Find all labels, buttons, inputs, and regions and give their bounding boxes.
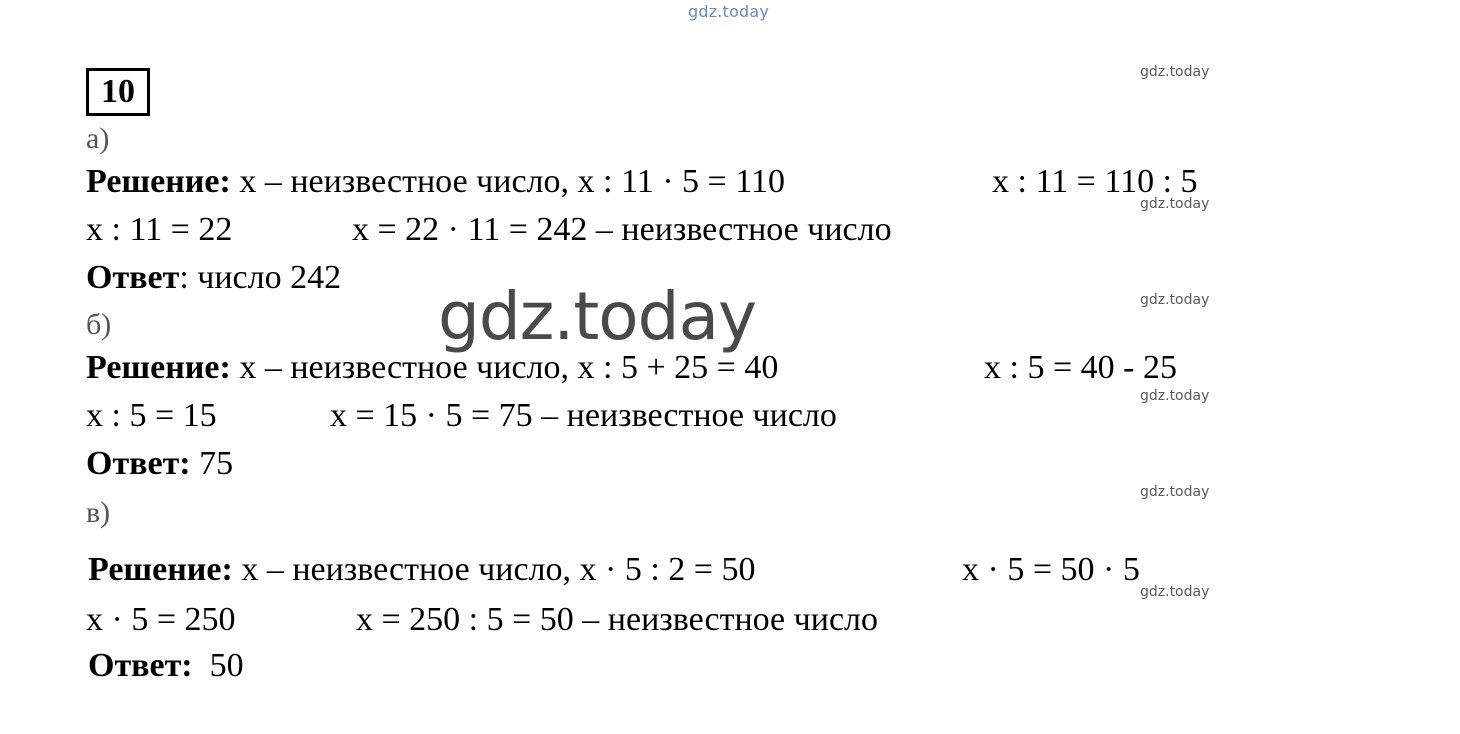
answer-text: : число 242: [179, 259, 342, 296]
watermark-top: gdz.today: [688, 2, 770, 21]
answer-word: Ответ: [86, 259, 180, 296]
solution-word: Решение:: [88, 551, 233, 588]
solution-text: x – неизвестное число, x · 5 : 2 = 50: [232, 551, 756, 588]
part-b-answer: [86, 444, 233, 484]
part-b-label: б): [86, 308, 112, 341]
part-c-solution-line1: [88, 550, 755, 590]
watermark-small: gdz.today: [1140, 292, 1210, 308]
solution-text: x – неизвестное число, x : 11 · 5 = 110: [230, 163, 785, 200]
part-a-line1-right: x : 11 = 110 : 5: [992, 163, 1198, 200]
part-b-line2-left: x : 5 = 15: [86, 397, 217, 434]
answer-word: Ответ:: [86, 445, 191, 482]
part-c-answer: [88, 646, 244, 686]
part-a-line2-left: x : 11 = 22: [86, 211, 233, 248]
watermark-small: gdz.today: [1140, 584, 1210, 600]
part-b-solution-line1: [86, 348, 778, 388]
part-a-answer: [86, 258, 341, 298]
answer-text: 75: [190, 445, 234, 482]
watermark-small: gdz.today: [1140, 388, 1210, 404]
watermark-small: gdz.today: [1140, 484, 1210, 500]
solution-text: x – неизвестное число, x : 5 + 25 = 40: [230, 349, 779, 386]
solution-word: Решение:: [86, 163, 231, 200]
part-a-solution-line1: [86, 162, 785, 202]
part-c-line2-left: x · 5 = 250: [86, 601, 236, 638]
part-c-line2-right: x = 250 : 5 = 50 – неизвестное число: [356, 601, 879, 638]
watermark-small: gdz.today: [1140, 64, 1210, 80]
answer-word: Ответ:: [88, 647, 193, 684]
solution-word: Решение:: [86, 349, 231, 386]
part-c-line1-right: x · 5 = 50 · 5: [962, 551, 1140, 588]
answer-text: 50: [192, 647, 244, 684]
watermark-big: gdz.today: [438, 278, 757, 355]
part-b-line1-right: x : 5 = 40 - 25: [984, 349, 1177, 386]
part-b-line2-right: x = 15 · 5 = 75 – неизвестное число: [330, 397, 837, 434]
task-number: 10: [86, 68, 150, 116]
part-a-label: а): [86, 122, 110, 155]
part-a-line2-right: x = 22 · 11 = 242 – неизвестное число: [352, 211, 892, 248]
watermark-small: gdz.today: [1140, 196, 1210, 212]
part-c-label: в): [86, 496, 111, 529]
